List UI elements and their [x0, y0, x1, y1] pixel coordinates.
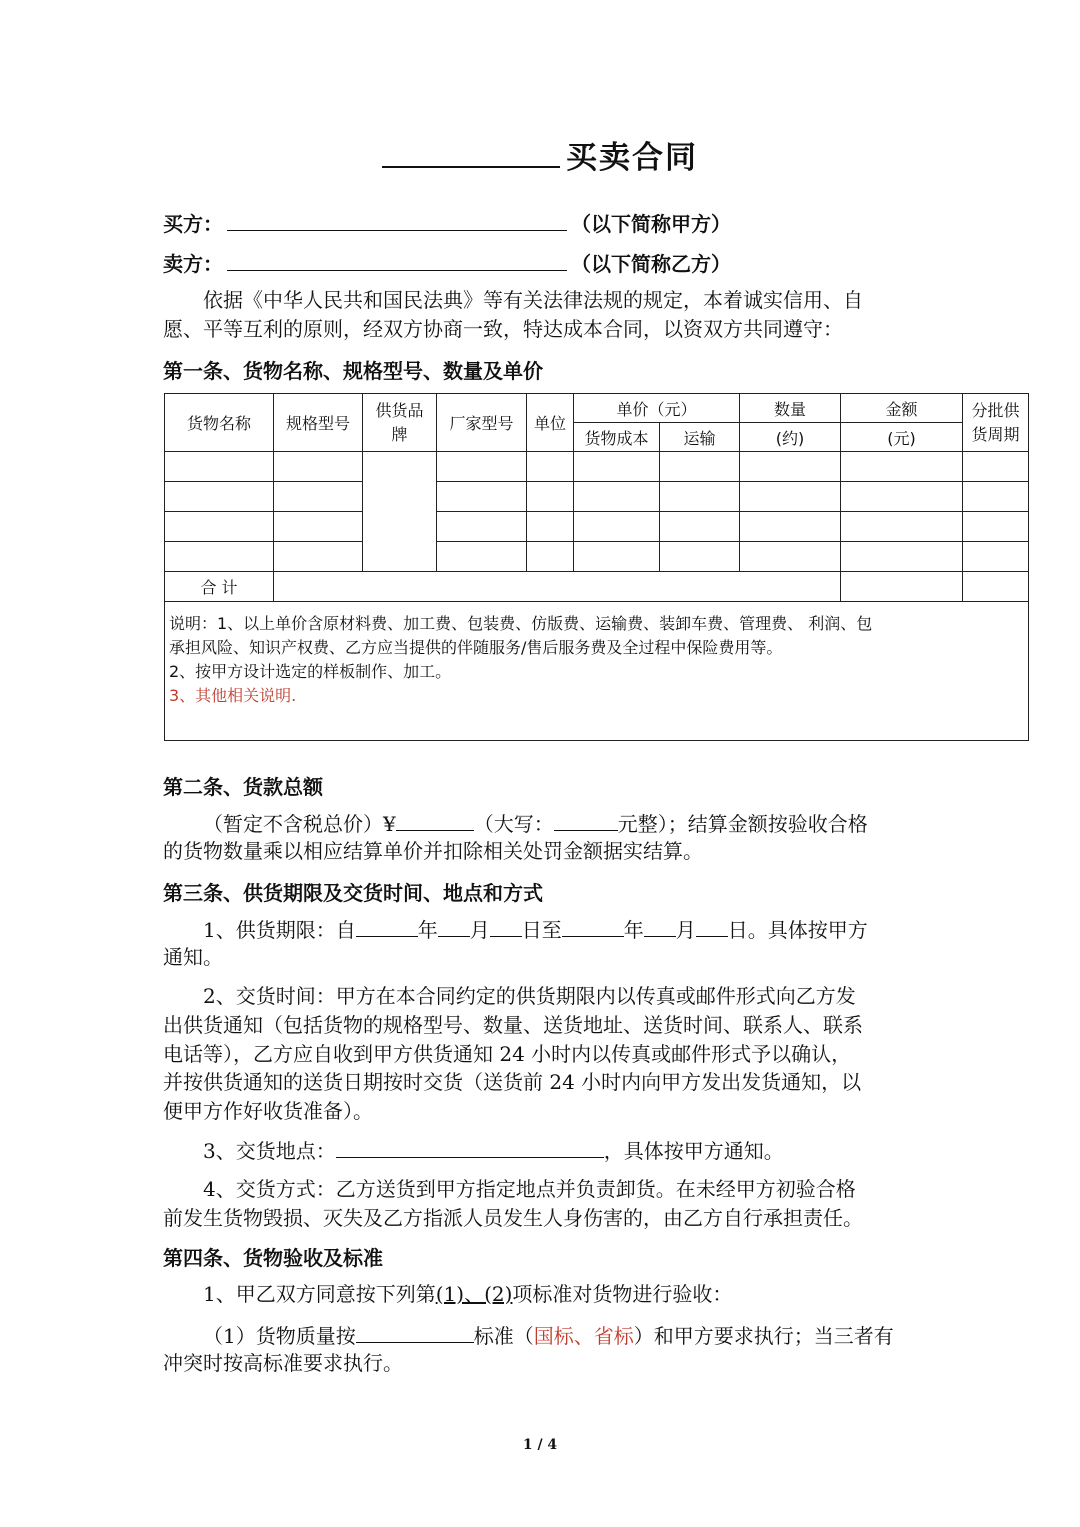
art3-p2-line-1: 2、交货时间：甲方在本合同约定的供货期限内以传真或邮件形式向乙方发 — [203, 984, 856, 1008]
art3-p3-text-a: 3、交货地点： — [203, 1139, 336, 1163]
header-unit-price: 单价（元） — [574, 394, 740, 423]
art3-p4-line-2: 前发生货物毁损、灭失及乙方指派人员发生人身伤害的，由乙方自行承担责任。 — [163, 1206, 863, 1230]
month-label: 月 — [469, 918, 490, 942]
cell[interactable] — [841, 452, 963, 482]
cell[interactable] — [963, 452, 1029, 482]
art3-p2-line-3: 电话等），乙方应自收到甲方供货通知 24 小时内以传真或邮件形式予以确认， — [163, 1042, 852, 1066]
article-4-heading: 第四条、货物验收及标准 — [163, 1246, 383, 1270]
delivery-place-blank[interactable] — [336, 1135, 604, 1158]
art3-p3-text-b: ，具体按甲方通知。 — [603, 1139, 784, 1163]
header-delivery-period: 分批供货周期 — [963, 394, 1029, 452]
header-unit: 单位 — [527, 394, 574, 452]
buyer-line — [163, 208, 731, 237]
art4-p2-standards: 国标、省标 — [533, 1324, 634, 1348]
start-day-blank[interactable] — [490, 914, 522, 937]
total-label: 合 计 — [165, 572, 274, 602]
intro-line-2: 愿、平等互利的原则，经双方协商一致，特达成本合同，以资双方共同遵守： — [163, 317, 843, 341]
header-model: 厂家型号 — [437, 394, 527, 452]
header-amount: 金额 — [841, 394, 963, 423]
header-spec: 规格型号 — [274, 394, 363, 452]
day-label: 日。具体按甲方 — [727, 918, 868, 942]
seller-suffix: （以下简称乙方） — [571, 252, 731, 276]
note-line-4: 3、其他相关说明. — [169, 686, 297, 705]
end-month-blank[interactable] — [644, 914, 676, 937]
month-label: 月 — [675, 918, 696, 942]
cell[interactable] — [740, 512, 841, 542]
cell[interactable] — [437, 512, 527, 542]
art4-p2-text-c: ）和甲方要求执行；当三者有 — [633, 1324, 894, 1348]
cell[interactable] — [527, 542, 574, 572]
contract-title: 买卖合同 — [0, 132, 1080, 177]
end-day-blank[interactable] — [696, 914, 728, 937]
start-year-blank[interactable] — [356, 914, 418, 937]
article-2-heading: 第二条、货款总额 — [163, 775, 323, 799]
art3-p1-line-1 — [203, 914, 868, 945]
cell[interactable] — [841, 482, 963, 512]
table-notes — [165, 602, 1029, 741]
cell[interactable] — [963, 512, 1029, 542]
art3-p2-line-4: 并按供货通知的送货日期按时交货（送货前 24 小时内向甲方发出发货通知，以 — [163, 1070, 862, 1094]
art3-p1-text: 1、供货期限：自 — [203, 918, 356, 942]
art4-p2-text-b: 标准（ — [473, 1324, 534, 1348]
table-row — [165, 482, 1029, 512]
cell[interactable] — [437, 452, 527, 482]
art2-text-c: 元整）；结算金额按验收合格 — [617, 812, 868, 836]
total-period-cell[interactable] — [963, 572, 1029, 602]
cell[interactable] — [740, 452, 841, 482]
header-amount-unit: (元) — [841, 423, 963, 452]
cell[interactable] — [660, 512, 740, 542]
cell[interactable] — [437, 542, 527, 572]
year-label: 年 — [623, 918, 644, 942]
art2-text-b: （大写： — [473, 812, 554, 836]
header-qty-approx: (约) — [740, 423, 841, 452]
total-row — [165, 572, 1029, 602]
cell[interactable] — [274, 452, 363, 482]
buyer-label: 买方： — [163, 212, 223, 236]
art2-line-1 — [203, 808, 868, 839]
cell[interactable] — [740, 482, 841, 512]
total-amount-cell[interactable] — [841, 572, 963, 602]
cell[interactable] — [574, 482, 660, 512]
end-year-blank[interactable] — [562, 914, 624, 937]
table-row — [165, 452, 1029, 482]
buyer-blank[interactable] — [227, 208, 567, 231]
cell[interactable] — [437, 482, 527, 512]
art4-p1-text-a: 1、甲乙双方同意按下列第 — [203, 1282, 436, 1306]
cell[interactable] — [165, 512, 274, 542]
title-blank[interactable] — [382, 136, 560, 168]
cell[interactable] — [274, 482, 363, 512]
cell[interactable] — [527, 512, 574, 542]
cell[interactable] — [963, 482, 1029, 512]
note-line-2: 承担风险、知识产权费、乙方应当提供的伴随服务/售后服务费及全过程中保险费用等。 — [169, 638, 783, 657]
cell[interactable] — [165, 452, 274, 482]
cell[interactable] — [527, 452, 574, 482]
intro-line-1: 依据《中华人民共和国民法典》等有关法律法规的规定，本着诚实信用、自 — [203, 288, 863, 312]
cell[interactable] — [660, 482, 740, 512]
header-brand: 供货品牌 — [363, 394, 437, 452]
art4-p2-line-2: 冲突时按高标准要求执行。 — [163, 1351, 403, 1375]
cell[interactable] — [660, 452, 740, 482]
art2-text-a: （暂定不含税总价）¥ — [203, 812, 396, 836]
cell[interactable] — [165, 482, 274, 512]
art3-p1-line-2: 通知。 — [163, 945, 223, 969]
table-row — [165, 542, 1029, 572]
note-line-1: 说明：1、以上单价含原材料费、加工费、包装费、仿版费、运输费、装卸车费、管理费、 利润、包 — [169, 614, 873, 633]
seller-blank[interactable] — [227, 248, 567, 271]
cell[interactable] — [527, 482, 574, 512]
quality-standard-blank[interactable] — [356, 1320, 474, 1343]
art4-p1-items: (1)、(2) — [435, 1282, 513, 1306]
table-row — [165, 512, 1029, 542]
art4-p1-text-b: 项标准对货物进行验收： — [512, 1282, 733, 1306]
day-to-label: 日至 — [521, 918, 562, 942]
buyer-suffix: （以下简称甲方） — [571, 212, 731, 236]
cell[interactable] — [841, 512, 963, 542]
cell[interactable] — [574, 542, 660, 572]
header-qty: 数量 — [740, 394, 841, 423]
art3-p2-line-5: 便甲方作好收货准备）。 — [163, 1099, 373, 1123]
art3-p3 — [203, 1135, 784, 1166]
article-1-heading: 第一条、货物名称、规格型号、数量及单价 — [163, 359, 543, 383]
header-freight: 运输 — [660, 423, 740, 452]
cell[interactable] — [165, 542, 274, 572]
year-label: 年 — [417, 918, 438, 942]
seller-label: 卖方： — [163, 252, 223, 276]
brand-merged-cell[interactable] — [363, 452, 437, 572]
art4-p2-text-a: （1）货物质量按 — [203, 1324, 356, 1348]
art4-p1 — [203, 1280, 732, 1309]
total-span-cell[interactable] — [274, 572, 841, 602]
cell[interactable] — [660, 542, 740, 572]
cell[interactable] — [963, 542, 1029, 572]
seller-line — [163, 248, 731, 277]
start-month-blank[interactable] — [438, 914, 470, 937]
art3-p4-line-1: 4、交货方式：乙方送货到甲方指定地点并负责卸货。在未经甲方初验合格 — [203, 1177, 856, 1201]
goods-table — [164, 393, 1029, 741]
cell[interactable] — [274, 512, 363, 542]
cell[interactable] — [740, 542, 841, 572]
total-price-blank[interactable] — [396, 808, 474, 831]
art4-p2-line-1 — [203, 1320, 894, 1351]
cell[interactable] — [841, 542, 963, 572]
note-line-3: 2、按甲方设计选定的样板制作、加工。 — [169, 662, 452, 681]
cell[interactable] — [274, 542, 363, 572]
header-goods-cost: 货物成本 — [574, 423, 660, 452]
article-3-heading: 第三条、供货期限及交货时间、地点和方式 — [163, 881, 543, 905]
page-number: 1 / 4 — [522, 1437, 558, 1453]
total-price-words-blank[interactable] — [554, 808, 618, 831]
cell[interactable] — [574, 512, 660, 542]
art3-p2-line-2: 出供货通知（包括货物的规格型号、数量、送货地址、送货时间、联系人、联系 — [163, 1013, 863, 1037]
art2-line-2: 的货物数量乘以相应结算单价并扣除相关处罚金额据实结算。 — [163, 839, 703, 863]
header-goods-name: 货物名称 — [165, 394, 274, 452]
cell[interactable] — [574, 452, 660, 482]
